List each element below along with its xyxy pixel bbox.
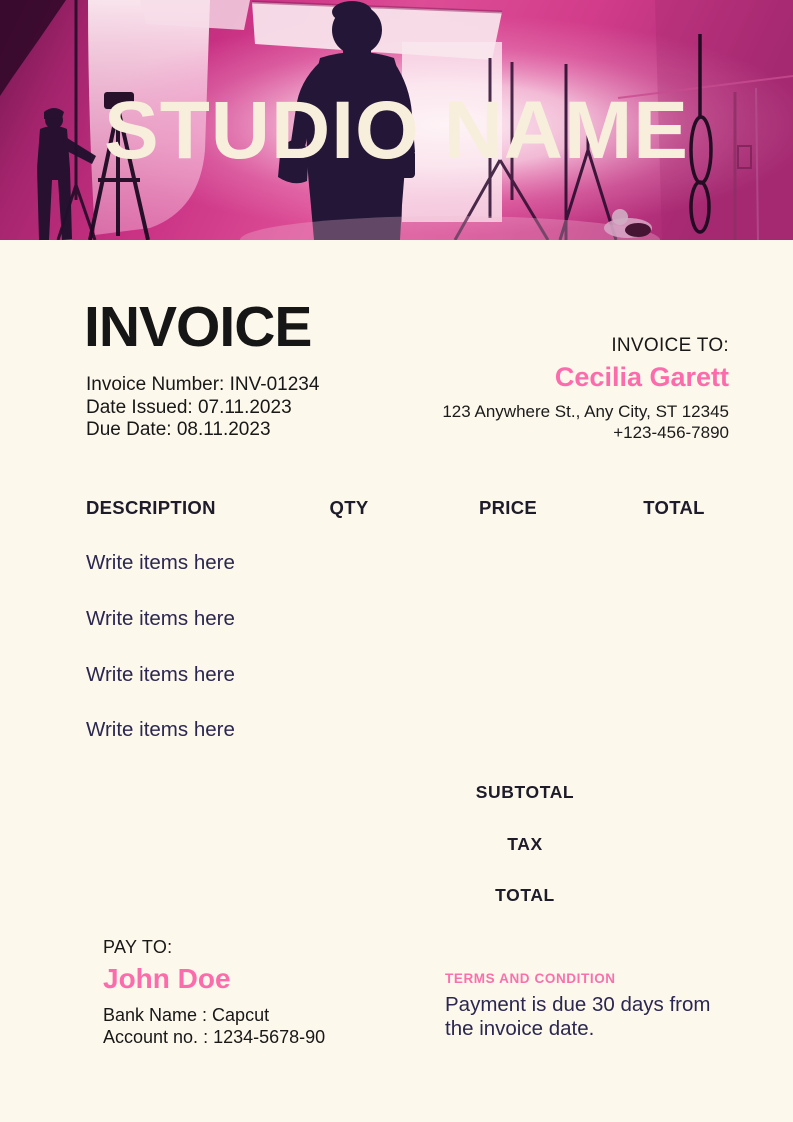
subtotal-label: SUBTOTAL: [475, 782, 575, 802]
terms-text: Payment is due 30 days from the invoice date.: [445, 993, 711, 1040]
column-header-total: TOTAL: [643, 497, 705, 518]
client-name: Cecilia Garett: [554, 362, 729, 392]
table-row: [86, 607, 235, 631]
invoice-to-label: INVOICE TO:: [611, 335, 729, 356]
invoice-title: INVOICE: [84, 295, 312, 359]
column-header-qty: QTY: [329, 497, 369, 518]
invoice-to-block: [442, 335, 729, 443]
studio-hero-photo: [0, 0, 793, 240]
table-row: [86, 663, 235, 687]
terms-label: TERMS AND CONDITION: [445, 971, 616, 986]
terms-block: [445, 971, 730, 1041]
bank-name: Bank Name : Capcut: [103, 1005, 270, 1025]
item-description-placeholder[interactable]: Write items here: [86, 663, 235, 686]
client-address: 123 Anywhere St., Any City, ST 12345: [442, 402, 729, 421]
invoice-number: Invoice Number: INV-01234: [86, 374, 320, 395]
total-label: TOTAL: [495, 885, 555, 905]
item-description-placeholder[interactable]: Write items here: [86, 607, 235, 630]
payee-name: John Doe: [103, 963, 231, 994]
table-row: [86, 551, 235, 575]
studio-name-title: STUDIO NAME: [104, 85, 689, 176]
table-row: [86, 718, 235, 742]
account-number: Account no. : 1234-5678-90: [103, 1027, 326, 1047]
pay-to-label: PAY TO:: [103, 937, 173, 957]
pay-to-block: [103, 937, 325, 1048]
item-description-placeholder[interactable]: Write items here: [86, 718, 235, 741]
invoice-date-issued: Date Issued: 07.11.2023: [86, 396, 292, 418]
tax-label: TAX: [507, 834, 543, 854]
invoice-due-date: Due Date: 08.11.2023: [86, 419, 271, 440]
column-header-price: PRICE: [478, 497, 538, 518]
item-description-placeholder[interactable]: Write items here: [86, 551, 235, 574]
column-header-description: DESCRIPTION: [86, 497, 216, 518]
client-phone: +123-456-7890: [613, 422, 729, 442]
invoice-meta: [86, 374, 319, 442]
